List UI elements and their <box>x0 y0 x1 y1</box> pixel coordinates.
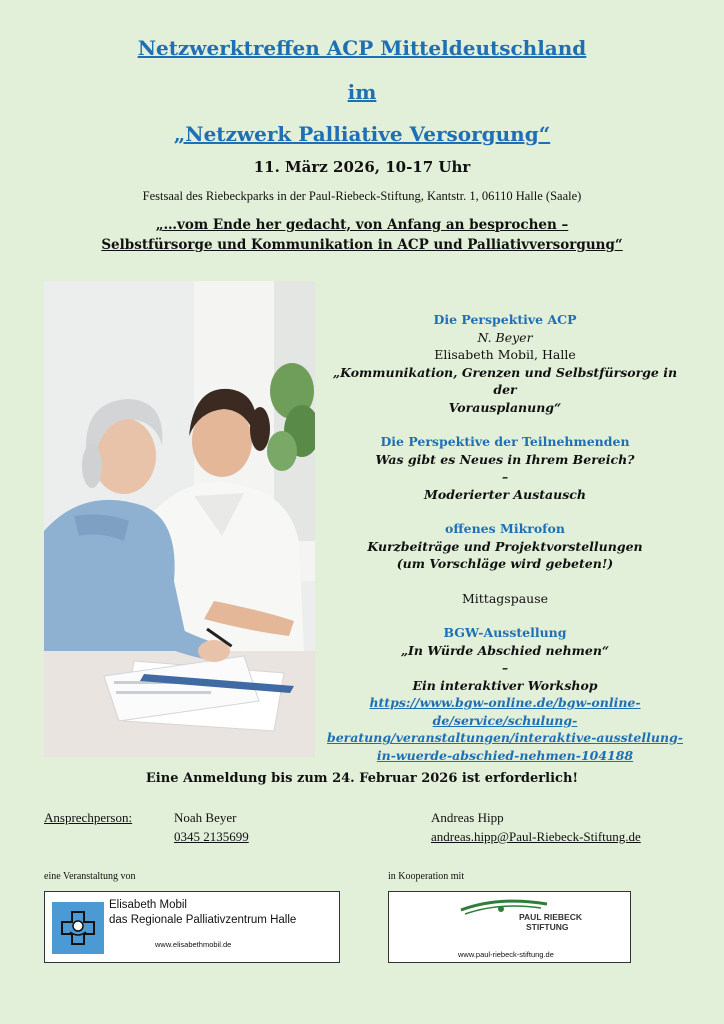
program-block1-speaker: N. Beyer <box>477 329 533 345</box>
program-block2-line1: Was gibt es Neues in Ihrem Bereich? <box>375 451 635 467</box>
bgw-link[interactable] <box>325 694 685 764</box>
event-venue: Festsaal des Riebeckparks in der Paul-Riebeck-Stiftung, Kantstr. 1, 06110 Halle (Saale) <box>142 189 582 203</box>
elisabeth-mobil-url[interactable]: www.elisabethmobil.de <box>155 940 232 949</box>
program-block4-dash: – <box>501 660 509 675</box>
program-block2-line2: Moderierter Austausch <box>424 486 586 502</box>
program-block4-line1: „In Würde Abschied nehmen“ <box>400 642 610 658</box>
subtitle-line-1: „…vom Ende her gedacht, von Anfang an besprochen – <box>155 217 569 233</box>
title-line-3: „Netzwerk Palliative Versorgung“ <box>173 122 551 146</box>
contact-1-name: Noah Beyer <box>174 810 237 825</box>
contact-1-phone[interactable]: 0345 2135699 <box>174 829 249 844</box>
elisabeth-mobil-logo[interactable] <box>44 891 340 963</box>
title-line-1: Netzwerktreffen ACP Mitteldeutschland <box>137 36 587 60</box>
contact-2-email[interactable]: andreas.hipp@Paul-Riebeck-Stiftung.de <box>431 829 641 844</box>
paul-riebeck-name-1: PAUL RIEBECK <box>519 912 582 922</box>
program-block4-heading: BGW-Ausstellung <box>443 625 567 640</box>
subtitle-line-2: Selbstfürsorge und Kommunikation in ACP und Palliativversorgung“ <box>101 237 623 253</box>
program-block1-topic-2: Vorausplanung“ <box>448 399 562 415</box>
program-block2-dash: – <box>501 469 509 484</box>
contact-person-1 <box>174 808 249 846</box>
elisabeth-mobil-emblem-icon <box>52 902 104 954</box>
event-date: 11. März 2026, 10-17 Uhr <box>253 158 471 176</box>
program-schedule <box>325 311 685 764</box>
program-block1-topic-1: „Kommunikation, Grenzen und Selbstfürsorge in der <box>332 364 678 397</box>
bgw-link-line3[interactable]: beratung/veranstaltungen/interaktive-ausstellung- <box>326 730 683 745</box>
program-block1-heading: Die Perspektive ACP <box>433 312 577 327</box>
program-block4-line2: Ein interaktiver Workshop <box>412 677 598 693</box>
bgw-link-line2[interactable]: de/service/schulung- <box>432 712 578 728</box>
organizer-label: eine Veranstaltung von <box>44 871 136 882</box>
program-block3-line1: Kurzbeiträge und Projektvorstellungen <box>367 538 643 554</box>
elisabeth-mobil-tagline: das Regionale Palliativzentrum Halle <box>109 914 297 926</box>
event-photo <box>44 281 315 757</box>
paul-riebeck-logo[interactable] <box>388 891 631 963</box>
contact-person-2 <box>431 808 641 846</box>
program-block2-heading: Die Perspektive der Teilnehmenden <box>380 434 630 449</box>
contact-2-name: Andreas Hipp <box>431 810 504 825</box>
contact-label: Ansprechperson: <box>44 810 133 825</box>
program-lunch: Mittagspause <box>461 590 549 606</box>
program-block3-heading: offenes Mikrofon <box>445 521 565 536</box>
paul-riebeck-name-2: STIFTUNG <box>526 922 569 932</box>
bgw-link-line1[interactable]: https://www.bgw-online.de/bgw-online- <box>369 695 641 710</box>
program-block1-org: Elisabeth Mobil, Halle <box>434 347 576 362</box>
bgw-link-line4[interactable]: in-wuerde-abschied-nehmen-104188 <box>376 747 634 763</box>
registration-note: Eine Anmeldung bis zum 24. Februar 2026 ist erforderlich! <box>145 771 579 786</box>
elisabeth-mobil-name: Elisabeth Mobil <box>109 899 187 911</box>
program-block3-line2: (um Vorschläge wird gebeten!) <box>396 556 614 571</box>
paul-riebeck-url[interactable]: www.paul-riebeck-stiftung.de <box>458 950 554 959</box>
title-line-2: im <box>347 80 377 104</box>
cooperation-label: in Kooperation mit <box>388 871 465 882</box>
